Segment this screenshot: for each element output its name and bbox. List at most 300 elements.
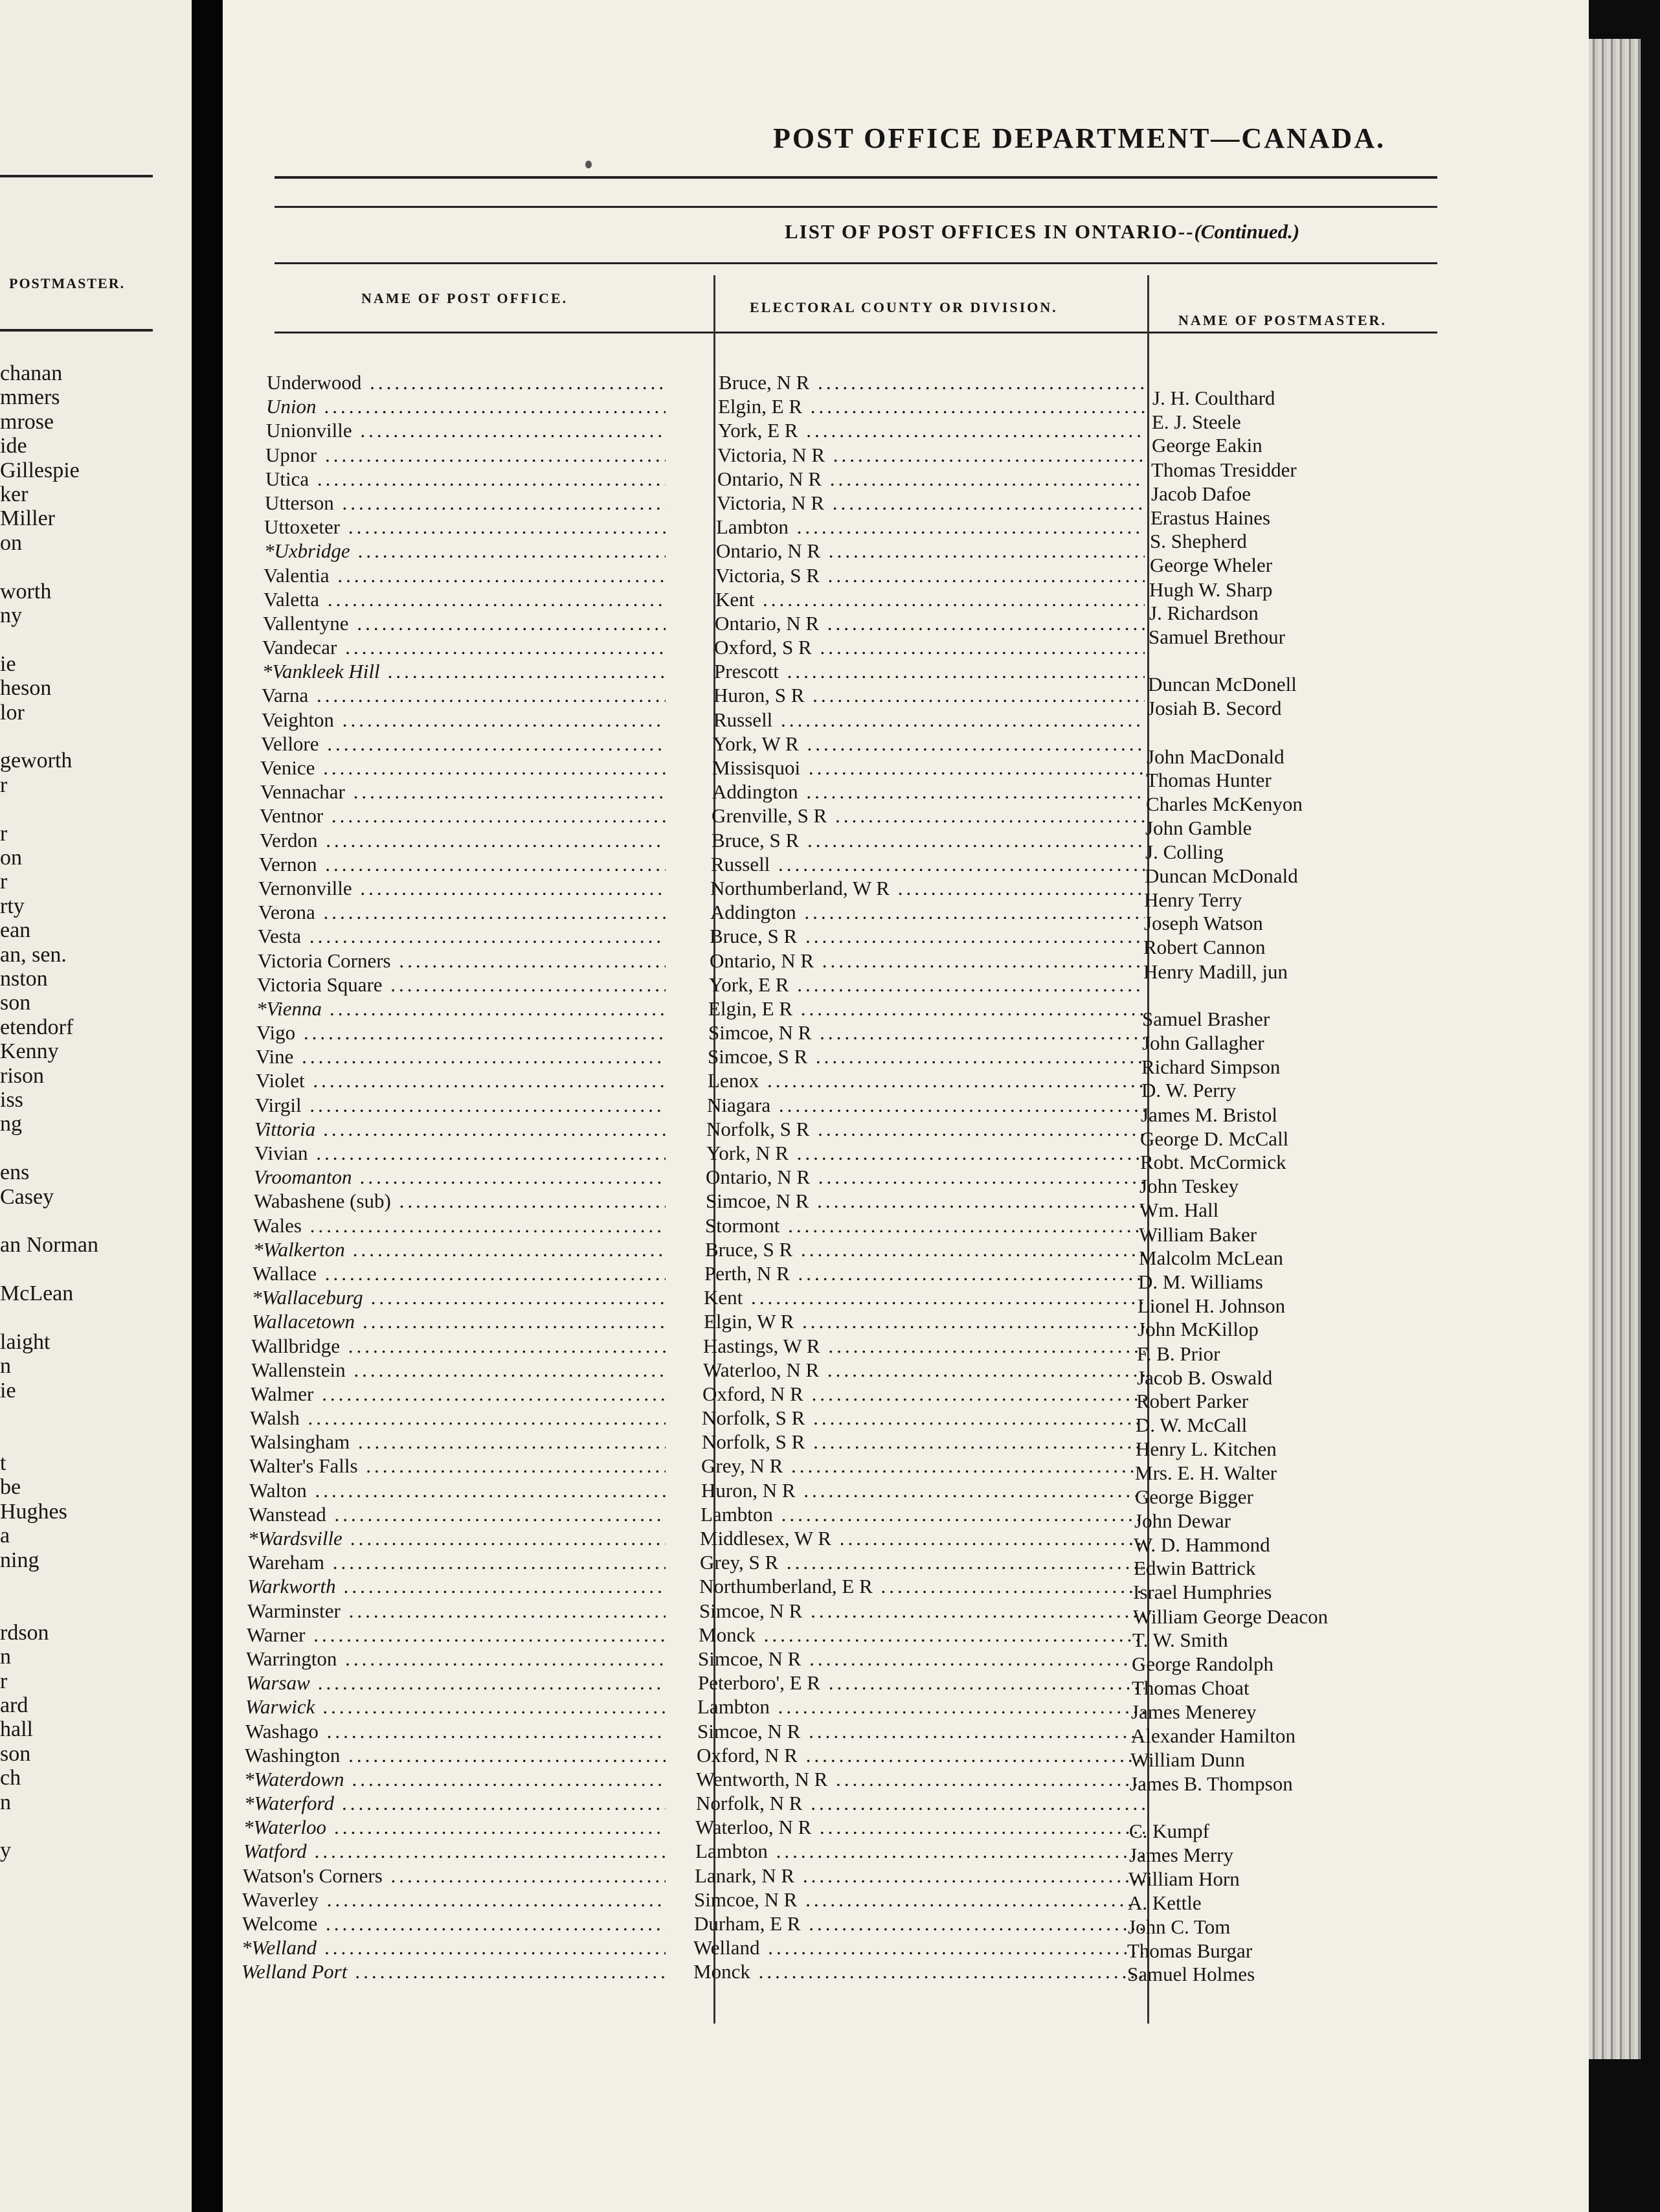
left-page-fragment: ie (0, 651, 16, 676)
postmaster-name: Jacob B. Oswald (1137, 1366, 1273, 1389)
postmaster-name: Edwin Battrick (1134, 1557, 1256, 1580)
table-row (223, 1189, 1589, 1222)
postmaster-name: Malcolm McLean (1139, 1246, 1283, 1269)
postmaster-name: John Dewar (1134, 1509, 1231, 1532)
left-page-fragment: t (0, 1451, 6, 1475)
postmaster-name: T. W. Smith (1132, 1628, 1228, 1651)
postmaster-name: Thomas Choat (1132, 1676, 1250, 1700)
postmaster-name: Thomas Burgar (1127, 1939, 1253, 1963)
post-office-name: *Wallaceburg ..... (252, 1285, 666, 1309)
post-office-name: Varna ..... (262, 683, 666, 707)
post-office-name: Utterson ..... (265, 491, 666, 515)
post-office-name: Vennachar ..... (260, 780, 666, 804)
postmaster-name: F. B. Prior (1137, 1342, 1220, 1365)
left-page-fragment: ean (0, 918, 31, 943)
post-office-name: Walton ..... (249, 1478, 666, 1502)
table-row (223, 1334, 1589, 1365)
electoral-county: Simcoe, N R ..... (708, 1021, 1145, 1044)
postmaster-name: John MacDonald (1147, 745, 1284, 768)
post-office-name: *Waterloo ..... (243, 1815, 666, 1839)
left-page-fragment: McLean (0, 1281, 74, 1306)
left-page-fragment: Hughes (0, 1499, 67, 1524)
electoral-county: Northumberland, W R ..... (710, 876, 1145, 900)
postmaster-name: S. Shepherd (1150, 530, 1247, 553)
left-page-fragment: lor (0, 700, 25, 725)
postmaster-name: Mrs. E. H. Walter (1135, 1462, 1277, 1485)
table-row (223, 1044, 1589, 1079)
post-office-name: Union ..... (266, 394, 666, 418)
left-page-fragment: worth (0, 579, 52, 604)
list-title-continued: (Continued.) (1194, 220, 1300, 243)
postmaster-name: D. W. McCall (1136, 1414, 1248, 1437)
left-page-fragment: rty (0, 894, 25, 918)
table-row (223, 1526, 1589, 1556)
electoral-county: Huron, N R ..... (701, 1478, 1145, 1502)
post-office-name: *Uxbridge ..... (264, 539, 666, 563)
postmaster-name: James B. Thompson (1130, 1772, 1293, 1795)
table-row (223, 1839, 1589, 1867)
left-page-fragment: be (0, 1475, 21, 1500)
electoral-county: Lanark, N R ..... (695, 1864, 1145, 1888)
post-office-name: Warwick ..... (245, 1695, 666, 1719)
electoral-county: York, E R ..... (718, 418, 1145, 442)
postmaster-name: James M. Bristol (1141, 1103, 1277, 1126)
post-office-name: Walsingham ..... (250, 1430, 666, 1454)
post-office-name: Vittoria ..... (254, 1117, 666, 1141)
post-office-name: Vine ..... (256, 1044, 666, 1068)
postmaster-name: George Eakin (1152, 434, 1262, 457)
post-office-name: Watford ..... (243, 1839, 666, 1863)
postmaster-name: Samuel Brasher (1142, 1007, 1270, 1030)
post-office-name: Wanstead ..... (249, 1502, 666, 1526)
table-row (223, 1454, 1589, 1485)
postmaster-name: James Merry (1129, 1844, 1233, 1867)
left-page-fragment: n (0, 1645, 11, 1669)
postmaster-name: John C. Tom (1128, 1915, 1231, 1938)
electoral-county: Norfolk, S R ..... (702, 1430, 1145, 1454)
table-row (223, 949, 1589, 983)
left-page-fragment: an, sen. (0, 942, 67, 967)
electoral-county: Ontario, N R ..... (717, 467, 1145, 491)
electoral-county: York, W R ..... (713, 732, 1145, 756)
postmaster-name: George Wheler (1150, 554, 1273, 577)
electoral-county: Welland ..... (693, 1936, 1145, 1959)
post-office-name: Wallace ..... (252, 1261, 666, 1285)
postmaster-name: A. Kettle (1128, 1891, 1202, 1914)
post-office-name: Utica ..... (265, 467, 666, 491)
table-row (223, 1141, 1589, 1173)
table-row (223, 1767, 1589, 1795)
electoral-county: Grenville, S R ..... (712, 804, 1145, 828)
post-office-name: Valetta ..... (264, 587, 666, 611)
post-office-name: Upnor ..... (265, 443, 666, 467)
electoral-county: Lambton ..... (697, 1695, 1145, 1719)
left-page-fragment: r (0, 821, 8, 846)
left-page-sliver (0, 0, 192, 2212)
postmaster-name: Henry Madill, jun (1143, 960, 1288, 983)
post-office-name: Vallentyne ..... (263, 611, 666, 635)
post-office-name: Walmer ..... (251, 1382, 666, 1406)
left-page-rule (0, 329, 153, 332)
table-row (223, 1888, 1589, 1912)
electoral-county: Bruce, S R ..... (712, 828, 1145, 852)
postmaster-name: Erastus Haines (1150, 506, 1271, 529)
post-office-name: Uttoxeter ..... (264, 515, 666, 539)
postmaster-name: J. Colling (1145, 840, 1224, 863)
electoral-county: Simcoe, N R ..... (699, 1599, 1145, 1623)
list-title: LIST OF POST OFFICES IN ONTARIO-- (785, 220, 1195, 243)
table-row (223, 1406, 1589, 1437)
electoral-county: Stormont ..... (705, 1213, 1145, 1237)
electoral-county: Norfolk, S R ..... (702, 1406, 1145, 1430)
postmaster-name: Henry Terry (1144, 888, 1242, 911)
column-header-postmaster: NAME OF POSTMASTER. (1178, 312, 1387, 328)
postmaster-name: Duncan McDonell (1148, 673, 1297, 696)
post-office-name: Veighton ..... (262, 708, 666, 732)
post-office-name: Washington ..... (245, 1743, 666, 1767)
post-office-name: *Wardsville ..... (248, 1526, 666, 1550)
postmaster-name: Samuel Brethour (1149, 625, 1285, 648)
postmaster-name: George Bigger (1135, 1485, 1253, 1508)
electoral-county: Niagara ..... (707, 1093, 1145, 1117)
left-page-column-heading: POSTMASTER. (9, 275, 126, 291)
electoral-county: Perth, N R ..... (704, 1261, 1145, 1285)
electoral-county: Addington ..... (710, 900, 1145, 924)
electoral-county: Monck ..... (699, 1623, 1145, 1647)
left-page-fragment: nston (0, 967, 48, 991)
post-office-name: *Waterford ..... (244, 1791, 666, 1815)
table-row (223, 828, 1589, 863)
left-page-fragment: ie (0, 1378, 16, 1403)
electoral-county: Norfolk, S R ..... (706, 1117, 1145, 1141)
table-row (223, 924, 1589, 959)
post-office-name: Unionville ..... (266, 418, 666, 442)
post-office-name: *Walkerton ..... (253, 1237, 666, 1261)
postmaster-name: Robert Cannon (1143, 936, 1266, 959)
electoral-county: Russell ..... (711, 852, 1145, 876)
post-office-name: Wallenstein ..... (251, 1358, 666, 1382)
table-row (223, 1743, 1589, 1771)
ink-speck (585, 161, 592, 168)
header-rule (275, 176, 1437, 179)
electoral-county: Simcoe, S R ..... (708, 1044, 1145, 1068)
table-header-rule (275, 332, 1437, 333)
postmaster-name: John Teskey (1139, 1175, 1239, 1198)
header-rule (275, 206, 1437, 208)
left-page-fragment: an Norman (0, 1233, 99, 1258)
left-page-fragment: on (0, 846, 22, 870)
post-office-name: Virgil ..... (255, 1093, 666, 1117)
post-office-name: *Welland ..... (241, 1936, 666, 1959)
post-office-name: Welland Port ..... (241, 1959, 666, 1983)
post-office-name: Vesta ..... (258, 924, 666, 948)
running-title: POST OFFICE DEPARTMENT—CANADA. (773, 122, 1386, 154)
electoral-county: Lambton ..... (716, 515, 1145, 539)
table-row (223, 1358, 1589, 1389)
electoral-county: Oxford, S R ..... (714, 635, 1145, 659)
post-office-name: *Vienna ..... (256, 997, 666, 1021)
post-office-name: Valentia ..... (264, 563, 666, 587)
table-row (223, 1864, 1589, 1888)
table-row (223, 1068, 1589, 1102)
table-row (223, 1021, 1589, 1055)
post-office-name: Warkworth ..... (247, 1574, 666, 1598)
left-page-fragment: a (0, 1524, 10, 1548)
left-page-fragment: ens (0, 1160, 30, 1185)
postmaster-name: D. M. Williams (1138, 1270, 1263, 1293)
left-page-fragment: heson (0, 676, 52, 701)
post-office-name: Watson's Corners ..... (243, 1864, 666, 1888)
table-row (223, 852, 1589, 887)
post-office-name: Warsaw ..... (246, 1671, 666, 1695)
table-row (223, 973, 1589, 997)
postmaster-name: James Menerey (1131, 1700, 1257, 1724)
electoral-county: Ontario, N R ..... (715, 611, 1145, 635)
electoral-county: York, E R ..... (709, 973, 1145, 997)
electoral-county: Addington ..... (712, 780, 1145, 804)
post-office-name: Violet ..... (256, 1068, 666, 1092)
table-row (223, 1671, 1589, 1700)
electoral-county: Kent ..... (704, 1285, 1145, 1309)
postmaster-name: E. J. Steele (1152, 411, 1241, 434)
left-page-fragment: son (0, 1741, 31, 1766)
electoral-county: Ontario, N R ..... (706, 1165, 1145, 1189)
post-office-name: *Vankleek Hill ..... (262, 659, 666, 683)
post-office-name: Verona ..... (258, 900, 666, 924)
postmaster-name: John McKillop (1138, 1318, 1259, 1341)
electoral-county: Kent ..... (715, 587, 1145, 611)
table-row (223, 1912, 1589, 1936)
electoral-county: Grey, S R ..... (700, 1550, 1145, 1574)
post-office-name: Wareham ..... (248, 1550, 666, 1574)
table-row (223, 1550, 1589, 1580)
electoral-county: Hastings, W R ..... (703, 1334, 1145, 1358)
postmaster-name: Duncan McDonald (1145, 864, 1298, 887)
electoral-county: Ontario, N R ..... (716, 539, 1145, 563)
post-office-name: Washago ..... (245, 1719, 666, 1743)
post-office-name: Victoria Corners ..... (258, 949, 666, 973)
post-office-name: Waverley ..... (242, 1888, 666, 1912)
postmaster-name: William Dunn (1130, 1748, 1245, 1771)
electoral-county: Lambton ..... (695, 1839, 1145, 1863)
post-office-name: Vivian ..... (254, 1141, 666, 1165)
electoral-county: Elgin, E R ..... (718, 394, 1145, 418)
electoral-county: Waterloo, N R ..... (695, 1815, 1145, 1839)
left-page-rule (0, 175, 153, 177)
post-office-name: Ventnor ..... (260, 804, 666, 828)
left-page-fragment: ch (0, 1766, 21, 1790)
post-office-name: Wallacetown ..... (252, 1309, 666, 1333)
electoral-county: Simcoe, N R ..... (694, 1888, 1145, 1912)
postmaster-name: J. H. Coulthard (1152, 387, 1275, 409)
electoral-county: Huron, S R ..... (713, 683, 1145, 707)
document-page (223, 0, 1589, 2212)
post-office-name: Vernonville ..... (258, 876, 666, 900)
electoral-county: Durham, E R ..... (694, 1912, 1145, 1936)
left-page-fragment: n (0, 1790, 11, 1814)
left-page-fragment: ide (0, 434, 27, 458)
left-page-fragment: ker (0, 482, 28, 506)
left-page-fragment: chanan (0, 361, 63, 385)
table-row (223, 1309, 1589, 1341)
electoral-county: Simcoe, N R ..... (698, 1647, 1145, 1671)
electoral-county: Ontario, N R ..... (710, 949, 1145, 973)
left-page-fragment: geworth (0, 749, 73, 773)
left-page-fragment: Miller (0, 506, 55, 531)
left-page-fragment: etendorf (0, 1015, 74, 1039)
electoral-county: Lenox ..... (708, 1068, 1145, 1092)
postmaster-name: William George Deacon (1133, 1605, 1329, 1628)
left-page-fragment: mmers (0, 385, 60, 410)
electoral-county: Victoria, N R ..... (717, 443, 1145, 467)
table-top-rule (275, 262, 1437, 264)
postmaster-name: John Gamble (1145, 817, 1252, 840)
postmaster-name: J. Richardson (1149, 601, 1259, 624)
electoral-county: Monck ..... (693, 1959, 1145, 1983)
left-page-fragment: r (0, 1669, 8, 1693)
left-page-fragment: rdson (0, 1620, 49, 1645)
postmaster-name: Israel Humphries (1133, 1581, 1272, 1604)
electoral-county: Oxford, N R ..... (697, 1743, 1145, 1767)
table-row (223, 1719, 1589, 1747)
table-row (223, 1237, 1589, 1269)
postmaster-name: William Horn (1128, 1867, 1240, 1890)
post-office-name: Wales ..... (253, 1213, 666, 1237)
electoral-county: Simcoe, N R ..... (697, 1719, 1145, 1743)
left-page-fragment: ning (0, 1548, 39, 1572)
table-row (223, 1213, 1589, 1246)
postmaster-name: Wm. Hall (1139, 1199, 1219, 1222)
electoral-county: Middlesex, W R ..... (700, 1526, 1145, 1550)
electoral-county: Victoria, S R ..... (715, 563, 1145, 587)
left-page-fragment: r (0, 773, 8, 797)
left-page-fragment: on (0, 530, 22, 555)
post-office-table (223, 370, 1589, 1984)
electoral-county: Simcoe, N R ..... (706, 1189, 1145, 1213)
post-office-name: Wabashene (sub) ..... (254, 1189, 666, 1213)
electoral-county: Northumberland, E R ..... (699, 1574, 1145, 1598)
electoral-county: Bruce, N R ..... (719, 370, 1145, 394)
table-row (223, 997, 1589, 1030)
postmaster-name: George Randolph (1132, 1652, 1273, 1675)
post-office-name: Underwood ..... (267, 370, 666, 394)
left-page-fragment: hall (0, 1717, 33, 1742)
table-row (223, 756, 1589, 791)
electoral-county: Wentworth, N R ..... (696, 1767, 1145, 1791)
postmaster-name: W. D. Hammond (1134, 1533, 1270, 1556)
post-office-name: *Waterdown ..... (244, 1767, 666, 1791)
post-office-name: Walsh ..... (250, 1406, 666, 1430)
electoral-county: Peterboro', E R ..... (698, 1671, 1145, 1695)
postmaster-name: Robt. McCormick (1140, 1151, 1286, 1173)
postmaster-name: Josiah B. Secord (1147, 697, 1282, 720)
postmaster-name: C. Kumpf (1129, 1820, 1209, 1843)
column-header-county: ELECTORAL COUNTY OR DIVISION. (750, 299, 1058, 315)
post-office-name: Vernon ..... (259, 852, 666, 876)
table-row (223, 635, 1589, 659)
table-row (223, 1623, 1589, 1651)
post-office-name: Vandecar ..... (262, 635, 666, 659)
postmaster-name: Hugh W. Sharp (1149, 578, 1273, 601)
postmaster-name: John Gallagher (1142, 1032, 1264, 1055)
table-row (223, 1959, 1589, 1986)
book-gutter (192, 0, 223, 2212)
table-row (223, 1382, 1589, 1412)
postmaster-name: Lionel H. Johnson (1138, 1294, 1286, 1318)
electoral-county: Lambton ..... (701, 1502, 1145, 1526)
postmaster-name: Robert Parker (1136, 1389, 1249, 1412)
table-row (223, 1791, 1589, 1815)
post-office-name: Venice ..... (260, 756, 666, 780)
list-heading (785, 220, 1299, 243)
electoral-county: Prescott ..... (714, 659, 1145, 683)
left-page-fragment: rison (0, 1063, 44, 1088)
table-row (223, 1647, 1589, 1675)
electoral-county: Elgin, W R ..... (704, 1309, 1145, 1333)
table-row (223, 1695, 1589, 1724)
post-office-name: Welcome ..... (242, 1912, 666, 1936)
left-page-fragment: ng (0, 1112, 22, 1136)
post-office-name: Wallbridge ..... (251, 1334, 666, 1358)
left-page-fragment: son (0, 991, 31, 1015)
left-page-fragment: r (0, 870, 8, 894)
postmaster-name: Alexander Hamilton (1131, 1724, 1295, 1747)
table-row (223, 708, 1589, 732)
table-row (223, 876, 1589, 911)
postmaster-name: Thomas Tresidder (1151, 458, 1297, 481)
table-row (223, 1093, 1589, 1126)
column-header-name: NAME OF POST OFFICE. (361, 290, 568, 306)
table-row (223, 1285, 1589, 1318)
postmaster-name: Richard Simpson (1141, 1055, 1281, 1079)
page-edge-shadow (1641, 0, 1660, 2212)
table-row (223, 1430, 1589, 1461)
left-page-fragment: Casey (0, 1184, 54, 1209)
post-office-name: Vellore ..... (261, 732, 666, 756)
table-row (223, 1599, 1589, 1628)
table-row (223, 1502, 1589, 1532)
post-office-name: Warrington ..... (246, 1647, 666, 1671)
electoral-county: Oxford, N R ..... (702, 1382, 1145, 1406)
electoral-county: Russell ..... (713, 708, 1145, 732)
postmaster-name: Charles McKenyon (1146, 793, 1303, 816)
table-row (223, 900, 1589, 935)
postmaster-name: Thomas Hunter (1146, 769, 1272, 791)
post-office-name: Walter's Falls ..... (249, 1454, 666, 1478)
postmaster-name: Samuel Holmes (1127, 1963, 1255, 1986)
left-page-fragment: ard (0, 1693, 28, 1717)
left-page-fragment: y (0, 1838, 11, 1863)
left-page-fragment: laight (0, 1330, 50, 1354)
left-page-fragment: iss (0, 1088, 23, 1112)
table-row (223, 1478, 1589, 1508)
table-row (223, 1936, 1589, 1963)
post-office-name: Victoria Square ..... (257, 973, 666, 997)
post-office-name: Warner ..... (247, 1623, 666, 1647)
table-row (223, 1574, 1589, 1604)
left-page-fragment: ny (0, 604, 22, 627)
post-office-name: Verdon ..... (260, 828, 666, 852)
post-office-name: Vroomanton ..... (254, 1165, 666, 1189)
electoral-county: York, N R ..... (706, 1141, 1145, 1165)
postmaster-name: Joseph Watson (1144, 912, 1263, 935)
left-page-fragment: Gillespie (0, 458, 80, 482)
electoral-county: Bruce, S R ..... (705, 1237, 1145, 1261)
electoral-county: Waterloo, N R ..... (703, 1358, 1145, 1382)
electoral-county: Victoria, N R ..... (717, 491, 1145, 515)
electoral-county: Norfolk, N R ..... (696, 1791, 1145, 1815)
page-edges (1589, 39, 1641, 2059)
